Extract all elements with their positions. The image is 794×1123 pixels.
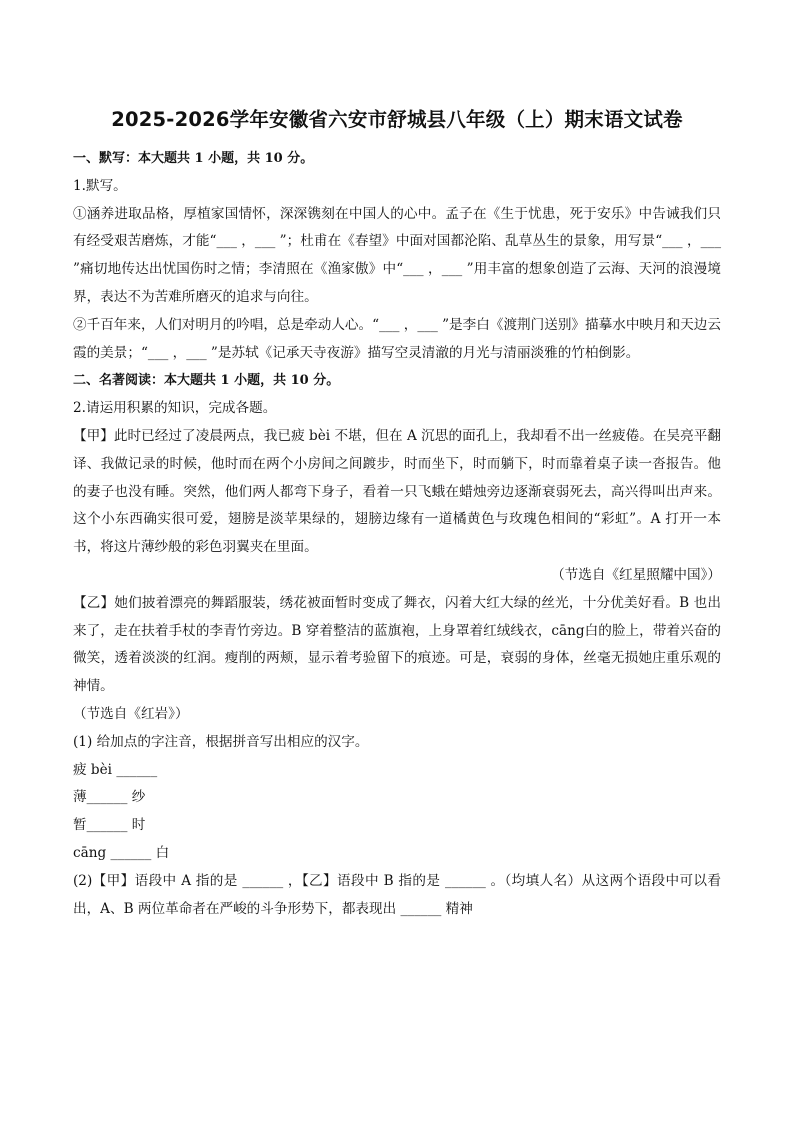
section-heading-reading: 二、名著阅读：本大题共 1 小题，共 10 分。 (73, 373, 340, 389)
question-1-part-2: ②千百年来，人们对明月的吟唱，总是牵动人心。“___ ，___ ”是李白《渡荆门送别》描摹水中映月和天边云霞的美景；“___ ，___ ”是苏轼《记承天寺夜游》描写空灵清澈的月光与清丽淡雅的竹柏倒影。 (73, 316, 721, 361)
fill-item-bao: 薄______ 纱 (73, 789, 146, 806)
fill-item-zan: 暂______ 时 (73, 817, 146, 834)
passage-yi-source: （节选自《红岩》） (73, 705, 189, 722)
exam-title: 2025-2026学年安徽省六安市舒城县八年级（上）期末语文试卷 (111, 108, 683, 131)
fill-item-cang: cāng ______ 白 (73, 844, 170, 861)
subquestion-1: (1) 给加点的字注音，根据拼音写出相应的汉字。 (73, 733, 369, 750)
question-1-part-1: ①涵养进取品格，厚植家国情怀，深深镌刻在中国人的心中。孟子在《生于忧患，死于安乐》中告诫我们只有经受艰苦磨炼，才能“___ ，___ ”；杜甫在《春望》中面对国都沦陷、乱草丛生的景象，用写景“___ ，___ ”痛切地传达出忧国伤时之情；李清照在《渔家傲》中“___ ，___ ”用丰富的想象创造了云海、天河的浪漫境界，表达不为苦难所磨灭的追求与向往。 (73, 205, 721, 305)
question-2-stem: 2.请运用积累的知识，完成各题。 (73, 400, 277, 417)
fill-item-bei: 疲 bèi ______ (73, 761, 158, 778)
subquestion-2: (2)【甲】语段中 A 指的是 ______ ，【乙】语段中 B 指的是 ______ 。（均填人名）从这两个语段中可以看出，A、B 两位革命者在严峻的斗争形势下，都表现出 ______ 精神 (73, 872, 721, 917)
passage-jia-source: （节选自《红星照耀中国》） (551, 566, 721, 583)
passage-yi: 【乙】她们披着漂亮的舞蹈服装，绣花被面暂时变成了舞衣，闪着大红大绿的丝光，十分优美好看。B 也出来了，走在扶着手杖的李青竹旁边。B 穿着整洁的蓝旗袍，上身罩着红绒线衣，cāng白的脸上，带着兴奋的微笑，透着淡淡的红润。瘦削的两颊，显示着考验留下的痕迹。可是，衰弱的身体，丝毫无损她庄重乐观的神情。 (73, 594, 721, 695)
section-heading-dictation: 一、默写：本大题共 1 小题，共 10 分。 (73, 151, 314, 166)
exam-content (73, 145, 721, 923)
passage-jia: 【甲】此时已经过了凌晨两点，我已疲 bèi 不堪，但在 A 沉思的面孔上，我却看不出一丝疲倦。在吴亮平翻译、我做记录的时候，他时而在两个小房间之间踱步，时而坐下，时而躺下，时而靠着桌子读一沓报告。他的妻子也没有睡。突然，他们两人都弯下身子，看着一只飞蛾在蜡烛旁边逐渐衰弱死去，高兴得叫出声来。这个小东西确实很可爱，翅膀是淡苹果绿的，翅膀边缘有一道橘黄色与玫瑰色相间的“彩虹”。A 打开一本书，将这片薄纱般的彩色羽翼夹在里面。 (73, 427, 721, 556)
question-1-stem: 1.默写。 (73, 177, 127, 194)
